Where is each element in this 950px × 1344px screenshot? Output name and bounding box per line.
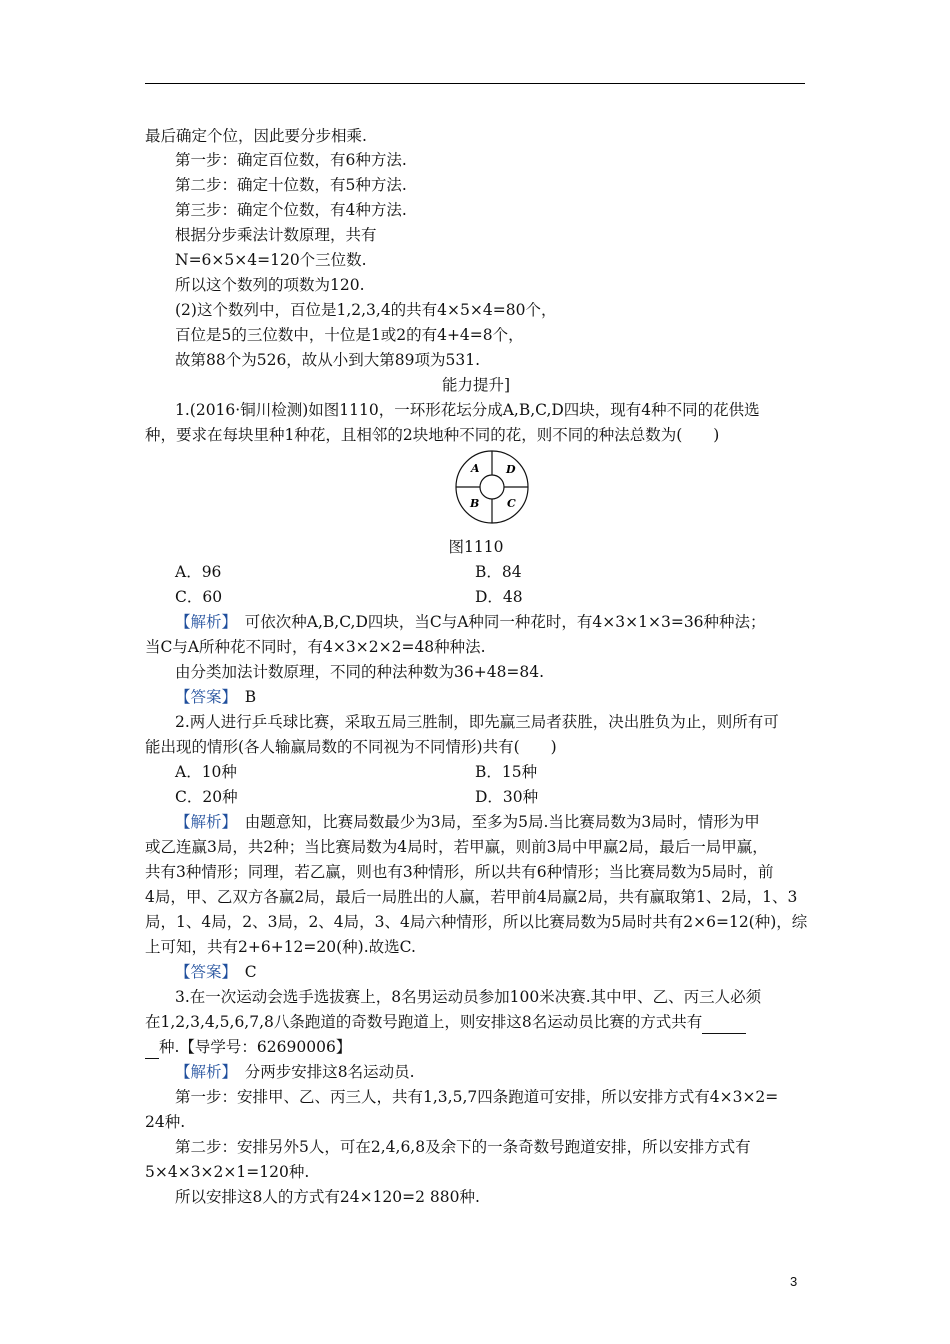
text-line: 百位是5的三位数中，十位是1或2的有4+4=8个， (175, 326, 524, 344)
text-line: (2)这个数列中，百位是1,2,3,4的共有4×5×4=80个， (175, 301, 557, 319)
region-label-d: D (506, 463, 516, 476)
answer-blank[interactable] (145, 1043, 159, 1059)
header-rule (145, 83, 805, 84)
q2-option-d: D．30种 (475, 788, 539, 806)
q1-text: 1.(2016·铜川检测)如图1110，一环形花坛分成A,B,C,D四块，现有4种不同的花供选 (175, 401, 760, 419)
q3-analysis (175, 1060, 837, 1084)
q3-analysis: 所以安排这8人的方式有24×120=2 880种. (175, 1188, 480, 1206)
q1-option-a: A．96 (175, 563, 222, 581)
analysis-text: 由题意知，比赛局数最少为3局，至多为5局.当比赛局数为3局时，情形为甲 (229, 813, 760, 831)
q2-text: 2.两人进行乒乓球比赛，采取五局三胜制，即先赢三局者获胜，决出胜负为止，则所有可 (175, 713, 779, 731)
q1-analysis: 由分类加法计数原理，不同的种法种数为36+48=84. (175, 663, 545, 681)
analysis-text: 分两步安排这8名运动员. (229, 1063, 415, 1081)
q1-analysis: 当C与A所种花不同时，有4×3×2×2=48种种法. (145, 638, 486, 656)
q1-answer (175, 685, 837, 709)
analysis-tag: 【解析】 (175, 613, 230, 631)
answer-value: B (229, 688, 257, 706)
q2-analysis: 上可知，共有2+6+12=20(种).故选C. (145, 938, 416, 956)
q3-text-part: 种.【导学号：62690006】 (159, 1038, 352, 1056)
text-line: 最后确定个位，因此要分步相乘. (145, 127, 367, 145)
q2-option-b: B．15种 (475, 763, 538, 781)
q2-text: 能出现的情形(各人输赢局数的不同视为不同情形)共有( ) (145, 738, 557, 756)
q2-options-row (175, 785, 837, 809)
q3-text (145, 1035, 807, 1059)
q1-options-row (175, 560, 837, 584)
q1-option-c: C．60 (175, 588, 223, 606)
region-label-c: C (507, 497, 516, 510)
q3-analysis: 第二步：安排另外5人，可在2,4,6,8及余下的一条奇数号跑道安排，所以安排方式有 (175, 1138, 751, 1156)
text-line: 所以这个数列的项数为120. (175, 276, 365, 294)
text-line: 第一步：确定百位数，有6种方法. (175, 151, 407, 169)
section-title: 能力提升] (441, 376, 511, 394)
q1-option-d: D．48 (475, 588, 523, 606)
q1-analysis (175, 610, 837, 634)
q2-option-a: A．10种 (175, 763, 237, 781)
q2-analysis: 局，1、4局，2、3局，2、4局，3、4局六种情形，所以比赛局数为5局时共有2×6=12(种)，综 (145, 913, 808, 931)
q2-analysis: 或乙连赢3局，共2种；当比赛局数为4局时，若甲赢，则前3局中甲赢2局，最后一局甲赢， (145, 838, 768, 856)
text-line: N=6×5×4=120个三位数. (175, 251, 367, 269)
q2-analysis: 共有3种情形；同理，若乙赢，则也有3种情形，所以共有6种情形；当比赛局数为5局时，前 (145, 863, 774, 881)
answer-value: C (229, 963, 257, 981)
q3-text-part: 在1,2,3,4,5,6,7,8八条跑道的奇数号跑道上，则安排这8名运动员比赛的方式共有 (145, 1013, 703, 1031)
answer-tag: 【答案】 (175, 688, 230, 706)
answer-blank[interactable] (702, 1018, 746, 1034)
analysis-tag: 【解析】 (175, 813, 230, 831)
text-line: 第三步：确定个位数，有4种方法. (175, 201, 407, 219)
analysis-text: 可依次种A,B,C,D四块，当C与A种同一种花时，有4×3×1×3=36种种法； (229, 613, 766, 631)
q1-option-b: B．84 (475, 563, 522, 581)
text-line: 故第88个为526，故从小到大第89项为531. (175, 351, 481, 369)
q3-text (145, 1010, 807, 1034)
figure-caption: 图1110 (448, 538, 504, 556)
q2-analysis (175, 810, 837, 834)
region-label-b: B (470, 497, 480, 510)
q3-analysis: 第一步：安排甲、乙、丙三人，共有1,3,5,7四条跑道可安排，所以安排方式有4×3×2= (175, 1088, 779, 1106)
q1-text: 种，要求在每块里种1种花，且相邻的2块地种不同的花，则不同的种法总数为( ) (145, 426, 720, 444)
q2-options-row (175, 760, 837, 784)
q3-analysis: 5×4×3×2×1=120种. (145, 1163, 310, 1181)
page-number: 3 (790, 1274, 798, 1289)
q3-text: 3.在一次运动会选手选拔赛上，8名男运动员参加100米决赛.其中甲、乙、丙三人必须 (175, 988, 762, 1006)
q3-analysis: 24种. (145, 1113, 186, 1131)
region-label-a: A (471, 462, 480, 475)
text-line: 第二步：确定十位数，有5种方法. (175, 176, 407, 194)
q1-options-row (175, 585, 837, 609)
text-line: 根据分步乘法计数原理，共有 (175, 226, 377, 244)
answer-tag: 【答案】 (175, 963, 230, 981)
q2-option-c: C．20种 (175, 788, 238, 806)
analysis-tag: 【解析】 (175, 1063, 230, 1081)
q2-answer (175, 960, 837, 984)
q2-analysis: 4局，甲、乙双方各赢2局，最后一局胜出的人赢，若甲前4局赢2局，共有赢取第1、2局，1、3 (145, 888, 798, 906)
flower-bed-figure (454, 449, 530, 525)
